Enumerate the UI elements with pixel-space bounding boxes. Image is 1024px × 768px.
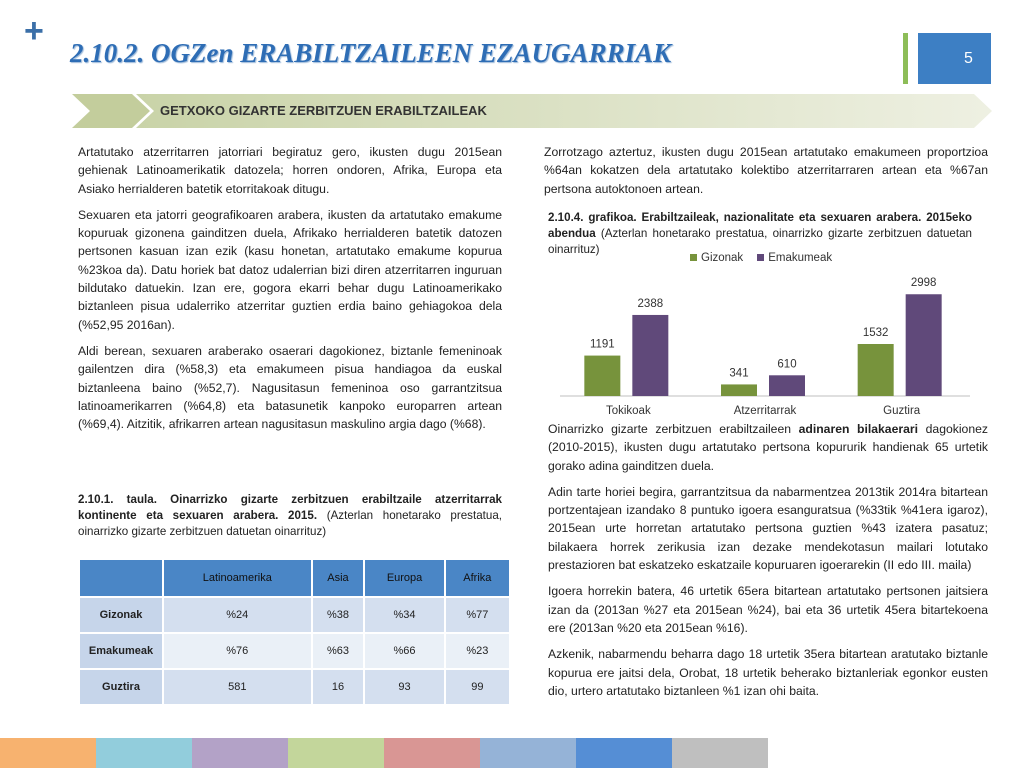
accent-bar	[903, 33, 908, 84]
table-cell: %66	[364, 633, 444, 669]
table-header: Europa	[364, 559, 444, 597]
legend-swatch	[690, 254, 697, 261]
row-header: Emakumeak	[79, 633, 163, 669]
right-column	[548, 420, 988, 708]
paragraph: Sexuaren eta jatorri geografikoaren arabera, ikusten da artatutako emakume kopuruak gizonena gainditzen duela, Afrikako herrialderen batetik datozen pertsonen kasuan izan ezik (kasu honetan, artatutako emakume kopurua %23koa da). Datu horiek bat datoz udalerrian bizi diren atzerritarren inguruan bildutako datuekin. Izan ere, gogora ekarri behar dugu Latinoamerikako biztanleen pisua udalerriko atzerritar guztien erdia baino gehiagokoa dela (%52,95 2016an).	[78, 207, 502, 332]
paragraph	[548, 420, 988, 475]
left-column	[78, 143, 502, 441]
legend-item-gizonak	[690, 252, 743, 264]
table-cell: %77	[445, 597, 510, 633]
row-header: Guztira	[79, 669, 163, 705]
data-label: 2998	[910, 277, 937, 290]
table-cell: %34	[364, 597, 444, 633]
data-label: 2388	[637, 297, 664, 310]
chart-caption-title: 2.10.4. grafikoa. Erabiltzaileak, nazionalitate eta sexuaren arabera. 2015eko abendua	[548, 211, 972, 240]
bar-emakumeak-guztira	[906, 294, 942, 396]
legend-swatch	[757, 254, 764, 261]
footer-color-block	[192, 738, 288, 768]
x-tick-label: Atzerritarrak	[733, 405, 797, 417]
table-caption-title: 2.10.1. taula. Oinarrizko gizarte zerbitzuen erabiltzaile atzerritarrak kontinente eta sexuaren arabera. 2015.	[78, 493, 502, 522]
paragraph: Aldi berean, sexuaren araberako osaerari dagokionez, biztanle femeninoak gailentzen dira (%58,3) eta emakumeen pisua handiagoa da euskal biztanleena baino (%52,7). Nagusitasun femeninoa oso garrantzitsua latinoamerikarren (%64,8) eta batasunetik kanpoko europarren artean (%69,4). Aitzitik, afrikarren artean nagusitasun maskulino argia dago (%68).	[78, 343, 502, 432]
table-header	[79, 559, 163, 597]
footer-color-block	[384, 738, 480, 768]
plus-icon: +	[24, 12, 44, 50]
chart-caption-source: (Azterlan honetarako prestatua, oinarrizko gizarte zerbitzuen datuetan oinarrituz)	[548, 227, 972, 256]
paragraph: Artatutako atzerritarren jatorriari begiratuz gero, ikusten dugu 2015ean gehienak Latinoamerikatik datozela; horren ondoren, Afrika, Europa eta Asiako herrialderen batetik etorritakoak ditugu.	[78, 145, 502, 196]
table-caption	[78, 492, 502, 540]
page-number: 5	[918, 33, 991, 84]
chart-legend	[690, 252, 832, 264]
legend-label: Gizonak	[701, 252, 744, 264]
footer-color-strip	[0, 738, 768, 768]
table-row	[79, 633, 510, 669]
table-cell: %63	[312, 633, 365, 669]
footer-color-block	[480, 738, 576, 768]
footer-color-block	[0, 738, 96, 768]
table-cell: 16	[312, 669, 365, 705]
data-label: 341	[729, 367, 749, 380]
right-intro	[544, 143, 988, 206]
paragraph: Zorrotzago aztertuz, ikusten dugu 2015ean artatutako emakumeen proportzioa %64an kokatzen dela artatutako kolektibo atzerritarraren artean eta %67an pertsona autoktonoen artean.	[544, 145, 988, 196]
table-cell: %76	[163, 633, 312, 669]
footer-color-block	[576, 738, 672, 768]
section-banner	[72, 94, 992, 128]
footer-color-block	[672, 738, 768, 768]
row-header: Gizonak	[79, 597, 163, 633]
banner-title: GETXOKO GIZARTE ZERBITZUEN ERABILTZAILEAK	[160, 103, 487, 118]
table-header: Latinoamerika	[163, 559, 312, 597]
chart-caption	[548, 210, 972, 258]
paragraph: Azkenik, nabarmendu beharra dago 18 urtetik 35era bitartean aratutako biztanle kopurua ere jaitsi dela, Orobat, 18 urtetik beherako biztanleriak egonkor eusten dio, urtero artatutako biztanleen %1 izan ohi baita.	[548, 647, 988, 698]
bar-chart	[560, 268, 970, 420]
table-cell: %38	[312, 597, 365, 633]
data-label: 610	[777, 358, 797, 371]
footer-color-block	[96, 738, 192, 768]
table-cell: %23	[445, 633, 510, 669]
table-cell: 93	[364, 669, 444, 705]
table-header: Asia	[312, 559, 365, 597]
table-cell: 99	[445, 669, 510, 705]
bar-gizonak-guztira	[858, 344, 894, 396]
x-tick-label: Tokikoak	[605, 405, 651, 417]
table-cell: %24	[163, 597, 312, 633]
legend-item-emakumeak	[757, 252, 832, 264]
paragraph: Igoera horrekin batera, 46 urtetik 65era bitartean artatutako pertsonen jaitsiera izan da (2013an %27 eta 2015ean %24), bai eta 36 urtetik 45era bitartekoena ere (2013an %20 eta 2015ean %16).	[548, 584, 988, 635]
table-row	[79, 669, 510, 705]
bar-emakumeak-atzerritarrak	[769, 375, 805, 396]
table-row	[79, 597, 510, 633]
table-header-row	[79, 559, 510, 597]
data-label: 1532	[862, 327, 889, 340]
bar-gizonak-atzerritarrak	[721, 384, 757, 396]
bar-emakumeak-tokikoak	[632, 315, 668, 396]
table-caption-source: (Azterlan honetarako prestatua, oinarrizko gizarte zerbitzuen datuetan oinarrituz)	[78, 509, 502, 538]
bar-gizonak-tokikoak	[584, 356, 620, 396]
data-label: 1191	[589, 338, 615, 351]
x-tick-label: Guztira	[883, 405, 921, 417]
data-table	[78, 558, 511, 706]
paragraph-text: Oinarrizko gizarte zerbitzuen erabiltzaileen	[548, 422, 799, 436]
legend-label: Emakumeak	[768, 252, 833, 264]
page-title: 2.10.2. OGZen ERABILTZAILEEN EZAUGARRIAK	[70, 38, 672, 68]
paragraph: Adin tarte horiei begira, garrantzitsua da nabarmentzea 2013tik 2014ra bitartean portzentajean izandako 8 puntuko igoera esanguratsua (%33tik %41era igaroz), 2015ean urte horretan artatutako pertsona guztien %43 izatera pasatuz; bilakaera horrek zerikusia izan dezake mendekotasun mailari lotutako prestazioren bat eskatzeko eskatzaile kopuruaren igoerarekin (II edo III. maila)	[548, 484, 988, 573]
paragraph-emphasis: adinaren bilakaerari	[798, 422, 919, 436]
paragraph-text: dagokionez (2010-2015), ikusten dugu artatutako pertsona kopururik handienak 65 urtetik gorako adina gainditzen duela.	[548, 422, 988, 473]
footer-color-block	[288, 738, 384, 768]
table-cell: 581	[163, 669, 312, 705]
table-header: Afrika	[445, 559, 510, 597]
